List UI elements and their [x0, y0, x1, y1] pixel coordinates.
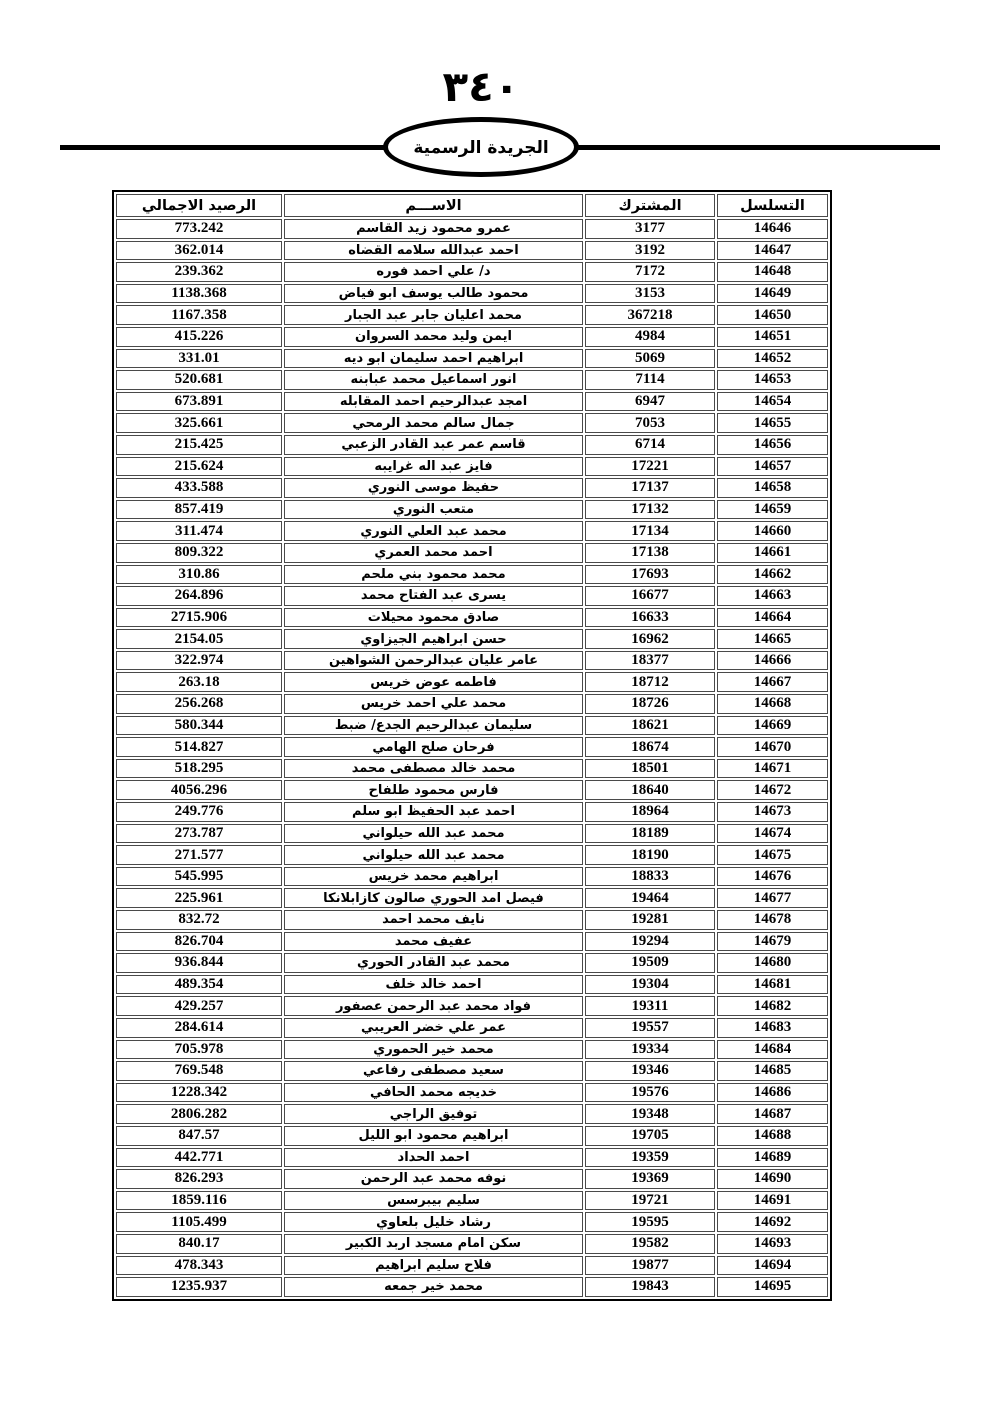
- serial-cell: 14659: [717, 500, 828, 520]
- serial-cell: 14660: [717, 521, 828, 541]
- table-body: [116, 219, 828, 1297]
- name-cell: فرحان صلح الهامي: [284, 737, 583, 757]
- table-row: [116, 413, 828, 433]
- balance-cell: 362.014: [116, 241, 282, 261]
- serial-cell: 14652: [717, 349, 828, 369]
- table-row: [116, 1256, 828, 1276]
- subscriber-cell: 19348: [585, 1104, 715, 1124]
- balance-cell: 832.72: [116, 910, 282, 930]
- name-cell: عمرو محمود زيد القاسم: [284, 219, 583, 239]
- subscriber-cell: 18189: [585, 824, 715, 844]
- subscriber-cell: 17132: [585, 500, 715, 520]
- table-row: [116, 716, 828, 736]
- balance-cell: 773.242: [116, 219, 282, 239]
- table-row: [116, 543, 828, 563]
- balance-cell: 256.268: [116, 694, 282, 714]
- subscribers-table: [112, 190, 832, 1301]
- table-header: [116, 194, 828, 217]
- balance-cell: 310.86: [116, 565, 282, 585]
- subscriber-cell: 18640: [585, 780, 715, 800]
- table-row: [116, 219, 828, 239]
- subscriber-cell: 18501: [585, 759, 715, 779]
- name-cell: محمد عبد القادر الحوري: [284, 953, 583, 973]
- serial-cell: 14661: [717, 543, 828, 563]
- table-row: [116, 996, 828, 1016]
- subscriber-cell: 17138: [585, 543, 715, 563]
- balance-cell: 809.322: [116, 543, 282, 563]
- table-row: [116, 500, 828, 520]
- balance-cell: 433.588: [116, 478, 282, 498]
- name-cell: محمد اعليان جابر عبد الجبار: [284, 305, 583, 325]
- table-row: [116, 327, 828, 347]
- serial-cell: 14667: [717, 672, 828, 692]
- name-cell: عفيف محمد: [284, 932, 583, 952]
- balance-cell: 215.624: [116, 457, 282, 477]
- name-cell: ابراهيم محمد خريس: [284, 867, 583, 887]
- serial-cell: 14664: [717, 608, 828, 628]
- table-row: [116, 953, 828, 973]
- table-row: [116, 888, 828, 908]
- balance-cell: 215.425: [116, 435, 282, 455]
- serial-cell: 14665: [717, 629, 828, 649]
- table-row: [116, 1191, 828, 1211]
- serial-cell: 14657: [717, 457, 828, 477]
- name-cell: محمد خير جمعه: [284, 1277, 583, 1297]
- serial-cell: 14681: [717, 975, 828, 995]
- table-row: [116, 975, 828, 995]
- serial-cell: 14689: [717, 1148, 828, 1168]
- name-cell: احمد محمد العمري: [284, 543, 583, 563]
- balance-cell: 4056.296: [116, 780, 282, 800]
- serial-cell: 14680: [717, 953, 828, 973]
- name-cell: محمد عبد الله حيلواني: [284, 824, 583, 844]
- name-cell: فارس محمود طلفاح: [284, 780, 583, 800]
- name-cell: جمال سالم محمد الرمحي: [284, 413, 583, 433]
- name-cell: صادق محمود محيلات: [284, 608, 583, 628]
- name-cell: رشاد خليل بلعاوي: [284, 1212, 583, 1232]
- name-cell: قاسم عمر عبد القادر الزعبي: [284, 435, 583, 455]
- subscriber-column-header: المشترك: [585, 194, 715, 217]
- name-cell: عمر علي خضر العريبي: [284, 1018, 583, 1038]
- balance-cell: 673.891: [116, 392, 282, 412]
- table-row: [116, 867, 828, 887]
- subscriber-cell: 17693: [585, 565, 715, 585]
- balance-cell: 1105.499: [116, 1212, 282, 1232]
- serial-cell: 14658: [717, 478, 828, 498]
- subscriber-cell: 3153: [585, 284, 715, 304]
- balance-cell: 239.362: [116, 262, 282, 282]
- name-cell: متعب النوري: [284, 500, 583, 520]
- balance-cell: 936.844: [116, 953, 282, 973]
- balance-cell: 489.354: [116, 975, 282, 995]
- subscriber-cell: 6947: [585, 392, 715, 412]
- subscriber-cell: 18964: [585, 802, 715, 822]
- serial-cell: 14685: [717, 1061, 828, 1081]
- table-row: [116, 262, 828, 282]
- page-number: ٣٤٠: [442, 62, 520, 111]
- name-cell: محمد علي احمد خريس: [284, 694, 583, 714]
- serial-cell: 14688: [717, 1126, 828, 1146]
- name-cell: نايف محمد احمد: [284, 910, 583, 930]
- name-cell: محمد خير الحموري: [284, 1040, 583, 1060]
- serial-cell: 14663: [717, 586, 828, 606]
- name-cell: فلاح سليم ابراهيم: [284, 1256, 583, 1276]
- table-row: [116, 737, 828, 757]
- subscriber-cell: 19576: [585, 1083, 715, 1103]
- table-row: [116, 1169, 828, 1189]
- serial-cell: 14695: [717, 1277, 828, 1297]
- serial-cell: 14692: [717, 1212, 828, 1232]
- subscriber-cell: 16633: [585, 608, 715, 628]
- serial-cell: 14662: [717, 565, 828, 585]
- name-cell: نوفه محمد عبد الرحمن: [284, 1169, 583, 1189]
- name-cell: عامر عليان عبدالرحمن الشواهين: [284, 651, 583, 671]
- table-row: [116, 1040, 828, 1060]
- balance-cell: 415.226: [116, 327, 282, 347]
- serial-cell: 14679: [717, 932, 828, 952]
- balance-cell: 840.17: [116, 1234, 282, 1254]
- name-cell: انور اسماعيل محمد عبابنه: [284, 370, 583, 390]
- name-cell: فيصل امد الحوري صالون كازابلانكا: [284, 888, 583, 908]
- name-cell: فاطمه عوض خريس: [284, 672, 583, 692]
- table-row: [116, 1234, 828, 1254]
- serial-cell: 14651: [717, 327, 828, 347]
- table-row: [116, 457, 828, 477]
- name-cell: فواد محمد عبد الرحمن عصفور: [284, 996, 583, 1016]
- serial-cell: 14683: [717, 1018, 828, 1038]
- subscriber-cell: 3177: [585, 219, 715, 239]
- subscriber-cell: 19464: [585, 888, 715, 908]
- name-cell: ايمن وليد محمد السروان: [284, 327, 583, 347]
- table-header-row: [116, 194, 828, 217]
- table-row: [116, 478, 828, 498]
- name-cell: احمد عبدالله سلامه القضاه: [284, 241, 583, 261]
- name-cell: محمد خالد مصطفى محمد: [284, 759, 583, 779]
- serial-cell: 14668: [717, 694, 828, 714]
- name-column-header: الاســـم: [284, 194, 583, 217]
- table-row: [116, 759, 828, 779]
- subscriber-cell: 18712: [585, 672, 715, 692]
- balance-cell: 284.614: [116, 1018, 282, 1038]
- serial-column-header: التسلسل: [717, 194, 828, 217]
- gazette-banner-ellipse: [383, 117, 579, 177]
- subscriber-cell: 19582: [585, 1234, 715, 1254]
- balance-cell: 857.419: [116, 500, 282, 520]
- subscriber-cell: 17134: [585, 521, 715, 541]
- balance-cell: 826.704: [116, 932, 282, 952]
- serial-cell: 14677: [717, 888, 828, 908]
- table-row: [116, 1018, 828, 1038]
- balance-cell: 520.681: [116, 370, 282, 390]
- table-row: [116, 651, 828, 671]
- subscriber-cell: 7172: [585, 262, 715, 282]
- serial-cell: 14670: [717, 737, 828, 757]
- name-cell: سكن امام مسجد اربد الكبير: [284, 1234, 583, 1254]
- serial-cell: 14690: [717, 1169, 828, 1189]
- balance-cell: 514.827: [116, 737, 282, 757]
- subscriber-cell: 17221: [585, 457, 715, 477]
- subscriber-cell: 6714: [585, 435, 715, 455]
- balance-cell: 442.771: [116, 1148, 282, 1168]
- balance-cell: 847.57: [116, 1126, 282, 1146]
- balance-cell: 1235.937: [116, 1277, 282, 1297]
- subscriber-cell: 19311: [585, 996, 715, 1016]
- balance-cell: 322.974: [116, 651, 282, 671]
- table-row: [116, 845, 828, 865]
- serial-cell: 14671: [717, 759, 828, 779]
- name-cell: حفيظ موسى النوري: [284, 478, 583, 498]
- serial-cell: 14682: [717, 996, 828, 1016]
- serial-cell: 14686: [717, 1083, 828, 1103]
- table-row: [116, 1148, 828, 1168]
- table-row: [116, 1083, 828, 1103]
- subscriber-cell: 367218: [585, 305, 715, 325]
- serial-cell: 14655: [717, 413, 828, 433]
- subscriber-cell: 4984: [585, 327, 715, 347]
- serial-cell: 14649: [717, 284, 828, 304]
- serial-cell: 14676: [717, 867, 828, 887]
- subscriber-cell: 19557: [585, 1018, 715, 1038]
- serial-cell: 14648: [717, 262, 828, 282]
- table-row: [116, 521, 828, 541]
- subscriber-cell: 19877: [585, 1256, 715, 1276]
- serial-cell: 14672: [717, 780, 828, 800]
- table-row: [116, 629, 828, 649]
- balance-cell: 769.548: [116, 1061, 282, 1081]
- table-row: [116, 586, 828, 606]
- table-row: [116, 435, 828, 455]
- name-cell: احمد خالد خلف: [284, 975, 583, 995]
- name-cell: فايز عبد اله غرايبه: [284, 457, 583, 477]
- subscriber-cell: 5069: [585, 349, 715, 369]
- table-row: [116, 392, 828, 412]
- serial-cell: 14694: [717, 1256, 828, 1276]
- serial-cell: 14675: [717, 845, 828, 865]
- serial-cell: 14678: [717, 910, 828, 930]
- name-cell: خديجه محمد الحافي: [284, 1083, 583, 1103]
- balance-cell: 249.776: [116, 802, 282, 822]
- balance-cell: 1138.368: [116, 284, 282, 304]
- balance-cell: 1167.358: [116, 305, 282, 325]
- balance-cell: 826.293: [116, 1169, 282, 1189]
- balance-cell: 580.344: [116, 716, 282, 736]
- table-row: [116, 932, 828, 952]
- name-cell: سليمان عبدالرحيم الجدع/ ضبط: [284, 716, 583, 736]
- balance-cell: 325.661: [116, 413, 282, 433]
- serial-cell: 14669: [717, 716, 828, 736]
- subscriber-cell: 19334: [585, 1040, 715, 1060]
- balance-cell: 2154.05: [116, 629, 282, 649]
- balance-cell: 545.995: [116, 867, 282, 887]
- balance-cell: 225.961: [116, 888, 282, 908]
- name-cell: ابراهيم احمد سليمان ابو ديه: [284, 349, 583, 369]
- table-row: [116, 565, 828, 585]
- serial-cell: 14653: [717, 370, 828, 390]
- subscriber-cell: 18833: [585, 867, 715, 887]
- serial-cell: 14654: [717, 392, 828, 412]
- name-cell: محمد محمود بني ملحم: [284, 565, 583, 585]
- subscriber-cell: 19369: [585, 1169, 715, 1189]
- name-cell: احمد عبد الحفيظ ابو سلم: [284, 802, 583, 822]
- balance-column-header: الرصيد الاجمالي: [116, 194, 282, 217]
- table-row: [116, 780, 828, 800]
- subscriber-cell: 18377: [585, 651, 715, 671]
- table-row: [116, 349, 828, 369]
- table-row: [116, 910, 828, 930]
- table-row: [116, 1104, 828, 1124]
- balance-cell: 331.01: [116, 349, 282, 369]
- balance-cell: 429.257: [116, 996, 282, 1016]
- name-cell: د/ علي احمد فوره: [284, 262, 583, 282]
- subscriber-cell: 19595: [585, 1212, 715, 1232]
- subscriber-cell: 19346: [585, 1061, 715, 1081]
- subscriber-cell: 3192: [585, 241, 715, 261]
- table-row: [116, 1277, 828, 1297]
- balance-cell: 273.787: [116, 824, 282, 844]
- table-row: [116, 802, 828, 822]
- name-cell: سعيد مصطفى رفاعي: [284, 1061, 583, 1081]
- balance-cell: 271.577: [116, 845, 282, 865]
- subscriber-cell: 19294: [585, 932, 715, 952]
- table-row: [116, 694, 828, 714]
- balance-cell: 2806.282: [116, 1104, 282, 1124]
- name-cell: توفيق الراجي: [284, 1104, 583, 1124]
- subscriber-cell: 19705: [585, 1126, 715, 1146]
- balance-cell: 1228.342: [116, 1083, 282, 1103]
- name-cell: محمود طالب يوسف ابو فياض: [284, 284, 583, 304]
- subscriber-cell: 7114: [585, 370, 715, 390]
- subscriber-cell: 16962: [585, 629, 715, 649]
- balance-cell: 2715.906: [116, 608, 282, 628]
- subscriber-cell: 19359: [585, 1148, 715, 1168]
- subscriber-cell: 18674: [585, 737, 715, 757]
- table-row: [116, 672, 828, 692]
- table-row: [116, 1212, 828, 1232]
- serial-cell: 14684: [717, 1040, 828, 1060]
- subscriber-cell: 18726: [585, 694, 715, 714]
- subscriber-cell: 18621: [585, 716, 715, 736]
- serial-cell: 14693: [717, 1234, 828, 1254]
- table-row: [116, 1126, 828, 1146]
- serial-cell: 14687: [717, 1104, 828, 1124]
- serial-cell: 14673: [717, 802, 828, 822]
- name-cell: حسن ابراهيم الجيزاوي: [284, 629, 583, 649]
- serial-cell: 14647: [717, 241, 828, 261]
- balance-cell: 311.474: [116, 521, 282, 541]
- subscriber-cell: 19281: [585, 910, 715, 930]
- name-cell: احمد الحداد: [284, 1148, 583, 1168]
- balance-cell: 263.18: [116, 672, 282, 692]
- serial-cell: 14650: [717, 305, 828, 325]
- name-cell: سليم بيبرسس: [284, 1191, 583, 1211]
- table-row: [116, 608, 828, 628]
- table-row: [116, 370, 828, 390]
- table-row: [116, 824, 828, 844]
- balance-cell: 1859.116: [116, 1191, 282, 1211]
- subscriber-cell: 7053: [585, 413, 715, 433]
- table-row: [116, 241, 828, 261]
- balance-cell: 705.978: [116, 1040, 282, 1060]
- balance-cell: 264.896: [116, 586, 282, 606]
- name-cell: محمد عبد العلي النوري: [284, 521, 583, 541]
- serial-cell: 14674: [717, 824, 828, 844]
- serial-cell: 14656: [717, 435, 828, 455]
- subscriber-cell: 19721: [585, 1191, 715, 1211]
- subscriber-cell: 18190: [585, 845, 715, 865]
- name-cell: امجد عبدالرحيم احمد المقابله: [284, 392, 583, 412]
- subscriber-cell: 19304: [585, 975, 715, 995]
- name-cell: محمد عبد الله حيلواني: [284, 845, 583, 865]
- gazette-banner-title: الجريدة الرسمية: [413, 138, 549, 158]
- serial-cell: 14666: [717, 651, 828, 671]
- subscriber-cell: 19843: [585, 1277, 715, 1297]
- name-cell: ابراهيم محمود ابو الليل: [284, 1126, 583, 1146]
- balance-cell: 478.343: [116, 1256, 282, 1276]
- table-row: [116, 284, 828, 304]
- table-row: [116, 305, 828, 325]
- subscriber-cell: 16677: [585, 586, 715, 606]
- subscriber-cell: 17137: [585, 478, 715, 498]
- name-cell: يسرى عبد الفتاح محمد: [284, 586, 583, 606]
- subscriber-cell: 19509: [585, 953, 715, 973]
- serial-cell: 14646: [717, 219, 828, 239]
- balance-cell: 518.295: [116, 759, 282, 779]
- serial-cell: 14691: [717, 1191, 828, 1211]
- table-row: [116, 1061, 828, 1081]
